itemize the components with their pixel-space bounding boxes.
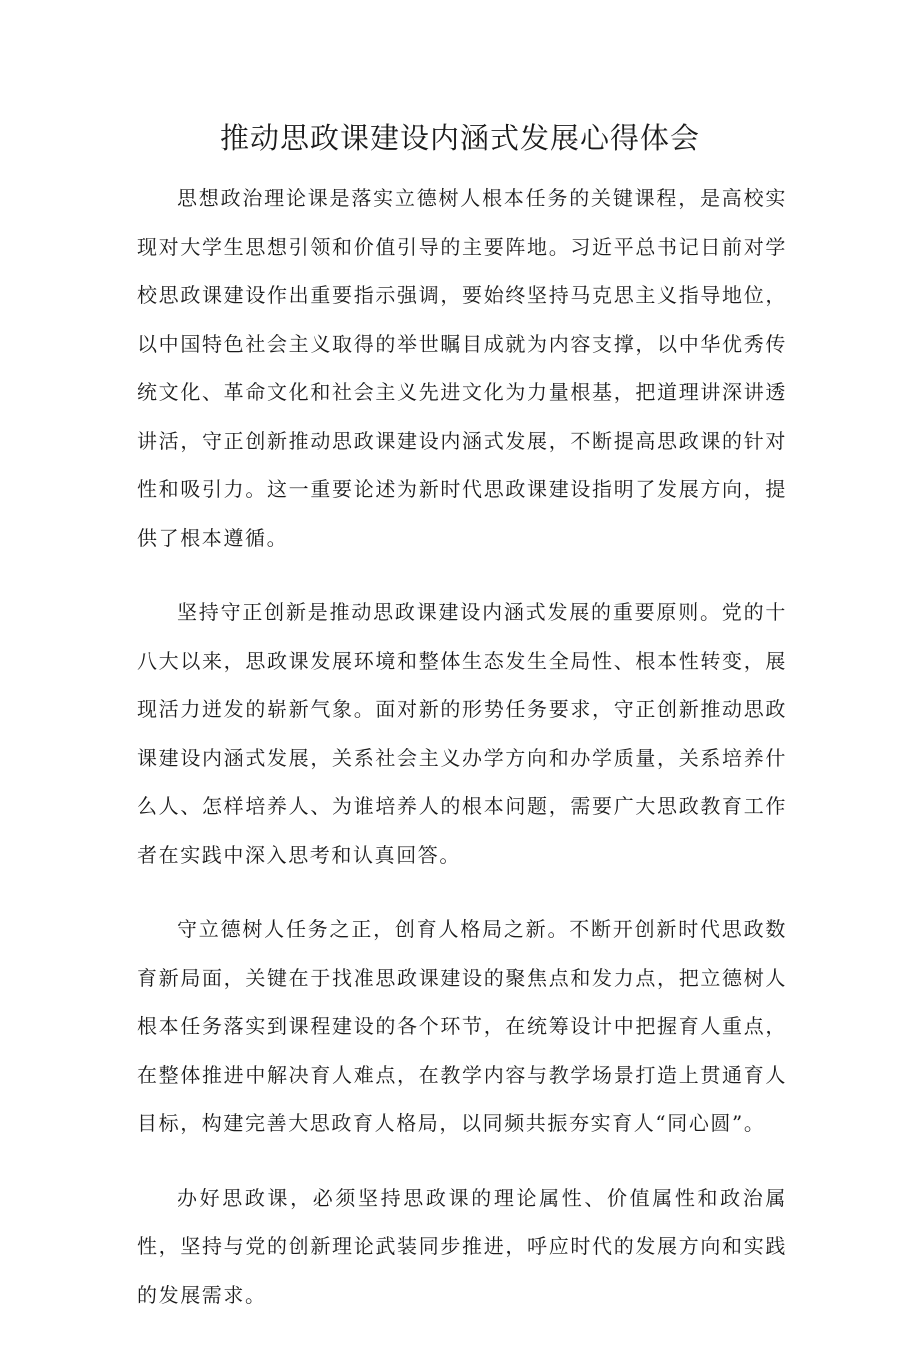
document-title: 推动思政课建设内涵式发展心得体会 bbox=[219, 121, 700, 155]
paragraph: 守立德树人任务之正，创育人格局之新。不断开创新时代思政数育新局面，关键在于找准思政课建设的聚焦点和发力点，把立德树人根本任务落实到课程建设的各个环节，在统筹设计中把握育人重点，在整体推进中解决育人难点，在教学内容与教学场景打造上贯通育人目标，构建完善大思政育人格局，以同频共振夯实育人“同心圆”。 bbox=[137, 917, 787, 1135]
document-body bbox=[137, 174, 787, 1345]
paragraph: 思想政治理论课是落实立德树人根本任务的关键课程，是高校实现对大学生思想引领和价值引导的主要阵地。习近平总书记日前对学校思政课建设作出重要指示强调，要始终坚持马克思主义指导地位，以中国特色社会主义取得的举世瞩目成就为内容支撑，以中华优秀传统文化、革命文化和社会主义先进文化为力量根基，把道理讲深讲透讲活，守正创新推动思政课建设内涵式发展，不断提高思政课的针对性和吸引力。这一重要论述为新时代思政课建设指明了发展方向，提供了根本遵循。 bbox=[137, 186, 787, 550]
paragraph: 坚持守正创新是推动思政课建设内涵式发展的重要原则。党的十八大以来，思政课发展环境和整体生态发生全局性、根本性转变，展现活力迸发的崭新气象。面对新的形势任务要求，守正创新推动思政课建设内涵式发展，关系社会主义办学方向和办学质量，关系培养什么人、怎样培养人、为谁培养人的根本问题，需要广大思政教育工作者在实践中深入思考和认真回答。 bbox=[137, 600, 787, 867]
paragraph: 办好思政课，必须坚持思政课的理论属性、价值属性和政治属性，坚持与党的创新理论武装同步推进，呼应时代的发展方向和实践的发展需求。 bbox=[137, 1185, 787, 1307]
